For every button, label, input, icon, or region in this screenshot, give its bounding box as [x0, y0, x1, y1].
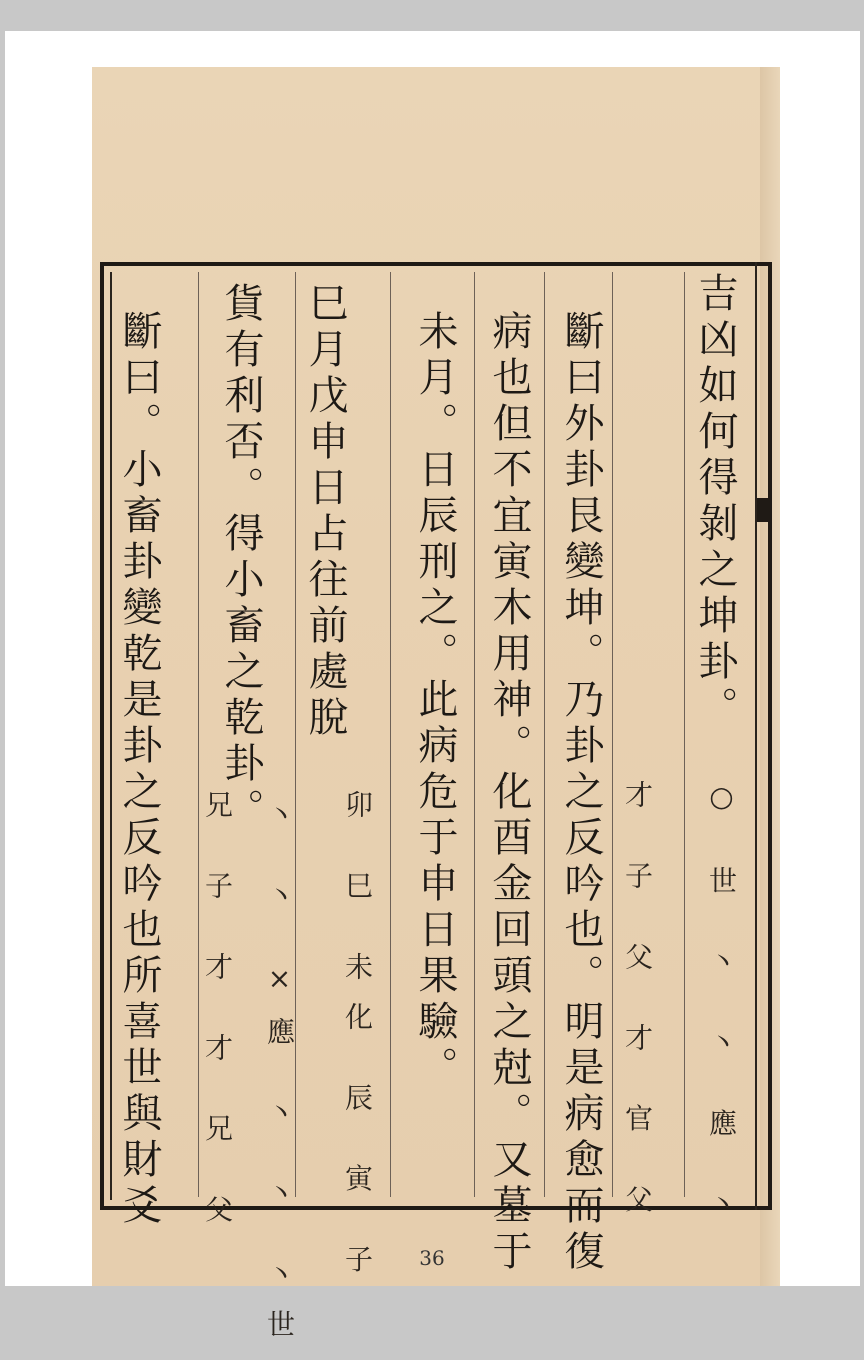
- hexagram-relations-1: 才 子 父 才 官 父: [621, 780, 654, 1235]
- text-column-4: 未月。日辰刑之。此病危于申日果驗。: [412, 310, 458, 1092]
- page-number: 36: [419, 1246, 445, 1270]
- text-column-7: 斷曰。小畜卦變乾是卦之反吟也所喜世與財爻: [116, 310, 162, 1230]
- text-column-6: 貨有利否。得小畜之乾卦。: [218, 282, 264, 834]
- frame-inner-border: [110, 272, 112, 1200]
- column-divider: [612, 272, 613, 1197]
- hexagram-row-3: 卯 巳 未化 辰 寅 子: [341, 790, 374, 1295]
- hexagram-row-4: 丶 丶 ×應 丶 丶 丶世: [263, 800, 296, 1360]
- fish-tail-mark: [757, 498, 772, 522]
- column-divider: [198, 272, 199, 1197]
- text-column-2: 斷曰外卦艮變坤。乃卦之反吟也。明是病愈而復: [558, 310, 604, 1276]
- column-divider: [474, 272, 475, 1197]
- hexagram-top-row: ○ 世 丶 丶 應 丶: [705, 780, 738, 1240]
- column-divider: [544, 272, 545, 1197]
- hexagram-relations-2: 兄 子 才 才 兄 父: [201, 790, 234, 1245]
- text-column-3: 病也但不宜寅木用神。化酉金回頭之尅。又墓于: [486, 310, 532, 1276]
- text-column-1: 吉凶如何得剝之坤卦。: [692, 272, 738, 732]
- column-divider: [390, 272, 391, 1197]
- text-column-5: 巳月戊申日占往前處脫: [302, 282, 348, 742]
- column-divider: [684, 272, 685, 1197]
- margin-strip: [755, 262, 772, 1210]
